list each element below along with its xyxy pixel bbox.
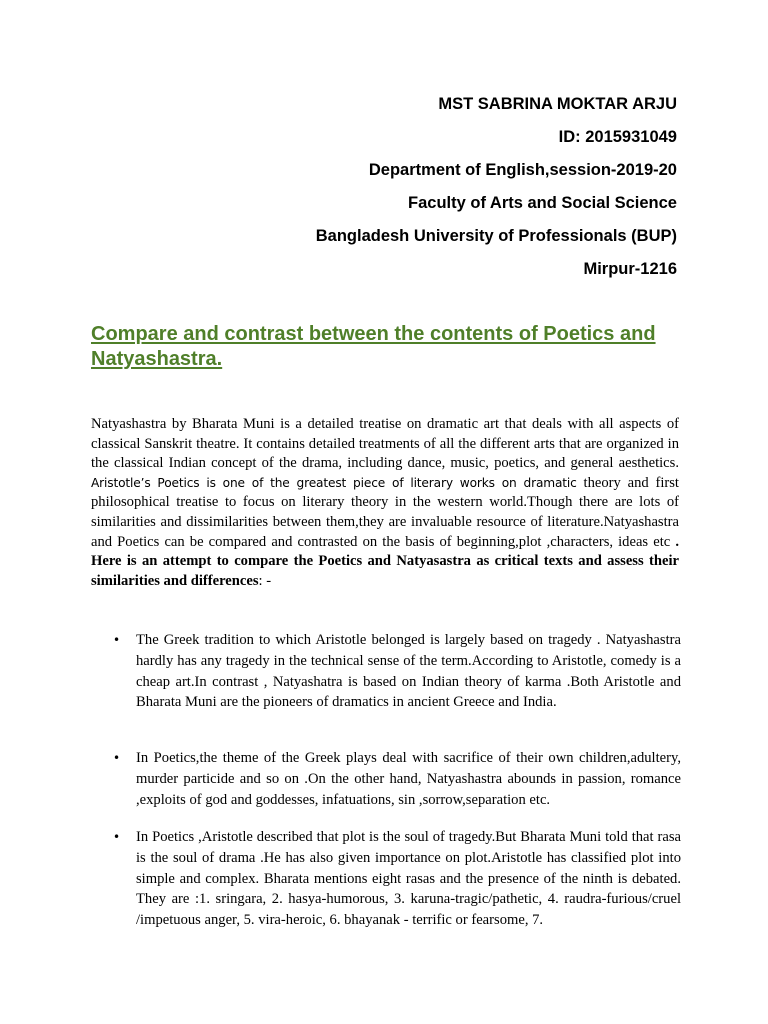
intro-paragraph	[91, 415, 679, 591]
essay-title: Compare and contrast between the contents of Poetics and Natyashastra.	[91, 323, 656, 370]
department-line: Department of English,session-2019-20	[368, 161, 677, 179]
author-name: MST SABRINA MOKTAR ARJU	[438, 95, 677, 113]
university-line: Bangladesh University of Professionals (BUP)	[315, 227, 677, 245]
intro-text-1: Natyashastra by Bharata Muni is a detailed treatise on dramatic art that deals with all aspects of classical Sanskrit theatre. It contains detailed treatments of all the different arts that are organized in the classical Indian concept of the drama, including dance, music, poetics, and general aesthetics.	[91, 416, 679, 472]
list-item-text: In Poetics,the theme of the Greek plays deal with sacrifice of their own children,adultery, murder particide and so on .On the other hand, Natyashastra abounds in passion, romance ,exploits of god and goddesses, infatuations, sin ,sorrow,separation etc.	[136, 750, 681, 808]
student-id: ID: 2015931049	[558, 128, 677, 146]
list-item-text: The Greek tradition to which Aristotle belonged is largely based on tragedy . Natyashastra hardly has any tragedy in the technical sense of the term.According to Aristotle, comedy is a cheap art.In contrast , Natyashatra is based on Indian theory of karma .Both Aristotle and Bharata Muni are the pioneers of dramatics in ancient Greece and India.	[136, 632, 681, 711]
intro-text-3: theory and first philosophical treatise to focus on literary theory in the western world.Though there are lots of similarities and dissimilarities between them,they are invaluable resource of literature.Natyashastra and Poetics can be compared and contrasted on the basis of beginning,plot ,characters, ideas etc	[91, 474, 679, 550]
list-item-text: In Poetics ,Aristotle described that plot is the soul of tragedy.But Bharata Muni told that rasa is the soul of drama .He has also given importance on plot.Aristotle has classified plot into simple and complex. Bharata mentions eight rasas and the presence of the ninth is debated. They are :1. sringara, 2. hasya-humorous, 3. karuna-tragic/pathetic, 4. raudra-furious/cruel /impetuous anger, 5. vira-heroic, 6. bhayanak - terrific or fearsome, 7.	[136, 829, 681, 929]
bullet-icon: •	[113, 751, 121, 765]
bullet-icon: •	[113, 830, 121, 844]
faculty-line: Faculty of Arts and Social Science	[408, 194, 677, 212]
intro-text-2: Aristotle’s Poetics is one of the greatest piece of literary works on dramatic	[91, 475, 577, 490]
bullet-icon: •	[113, 633, 121, 647]
intro-text-end: : -	[258, 572, 272, 589]
location-line: Mirpur-1216	[583, 260, 677, 278]
intro-text-bold: . Here is an attempt to compare the Poetics and Natyasastra as critical texts and assess their similarities and differences	[91, 533, 679, 589]
author-header	[316, 93, 677, 291]
